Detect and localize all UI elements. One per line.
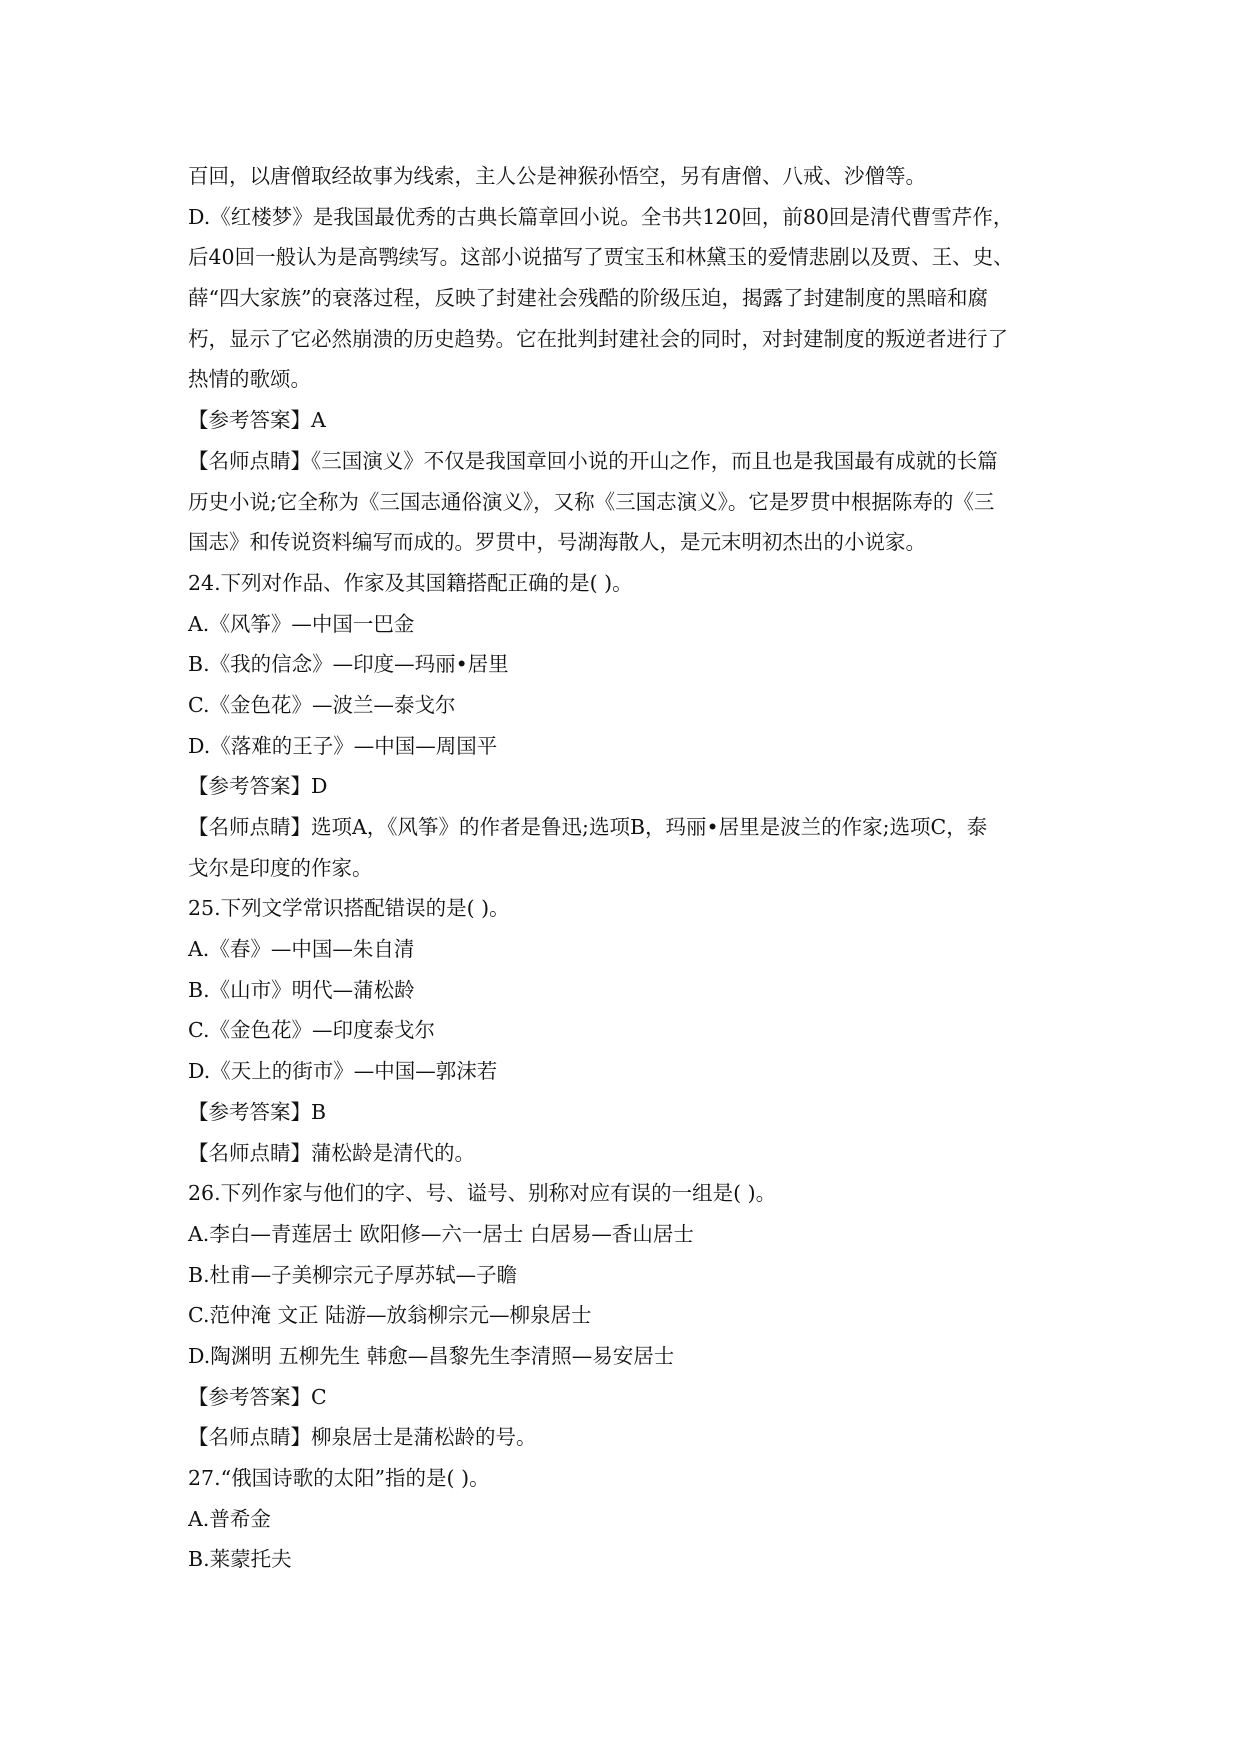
- text-line: D.《红楼梦》是我国最优秀的古典长篇章回小说。全书共120回，前80回是清代曹雪芹作，: [188, 204, 1014, 229]
- text-line: 薛“四大家族”的衰落过程，反映了封建社会残酷的阶级压迫，揭露了封建制度的黑暗和腐: [188, 286, 988, 311]
- question-27: 27.“俄国诗歌的太阳”指的是( )。: [188, 1466, 490, 1490]
- option-c: C.《金色花》—印度泰戈尔: [188, 1018, 435, 1043]
- text-line: 热情的歌颂。: [188, 367, 311, 392]
- option-b: B.杜甫—子美柳宗元子厚苏轼—子瞻: [188, 1262, 518, 1287]
- teacher-comment: 【名师点睛】选项A，《风筝》的作者是鲁迅;选项B，玛丽•居里是波兰的作家;选项C，泰: [188, 815, 988, 839]
- text-line: 国志》和传说资料编写而成的。罗贯中，号湖海散人，是元末明初杰出的小说家。: [188, 530, 926, 555]
- reference-answer: 【参考答案】A: [188, 408, 326, 433]
- option-b: B.《山市》明代—蒲松龄: [188, 977, 415, 1002]
- document-page: [188, 156, 1058, 1580]
- option-d: D.《天上的街市》—中国—郭沫若: [188, 1059, 498, 1084]
- text-line: 百回，以唐僧取经故事为线索，主人公是神猴孙悟空，另有唐僧、八戒、沙僧等。: [188, 164, 926, 188]
- option-b: B.莱蒙托夫: [188, 1547, 292, 1572]
- option-a: A.《春》—中国—朱自清: [188, 937, 415, 962]
- option-a: A.李白—青莲居士 欧阳修—六一居士 白居易—香山居士: [188, 1221, 694, 1246]
- reference-answer: 【参考答案】B: [188, 1099, 327, 1124]
- question-26: 26.下列作家与他们的字、号、谥号、别称对应有误的一组是( )。: [188, 1181, 777, 1206]
- text-line: 后40回一般认为是高鹗续写。这部小说描写了贾宝玉和林黛玉的爱情悲剧以及贾、王、史、: [188, 245, 1014, 270]
- option-d: D.陶渊明 五柳先生 韩愈—昌黎先生李清照—易安居士: [188, 1343, 675, 1368]
- option-a: A.《风筝》—中国一巴金: [188, 611, 415, 636]
- question-25: 25.下列文学常识搭配错误的是( )。: [188, 896, 510, 921]
- option-d: D.《落难的王子》—中国—周国平: [188, 733, 498, 758]
- option-c: C.范仲淹 文正 陆游—放翁柳宗元—柳泉居士: [188, 1303, 592, 1328]
- teacher-comment: 【名师点睛】《三国演义》不仅是我国章回小说的开山之作，而且也是我国最有成就的长篇: [188, 448, 998, 473]
- reference-answer: 【参考答案】D: [188, 774, 328, 799]
- text-line: 历史小说;它全称为《三国志通俗演义》，又称《三国志演义》。它是罗贯中根据陈寿的《三: [188, 489, 995, 514]
- option-b: B.《我的信念》—印度—玛丽•居里: [188, 652, 509, 677]
- question-24: 24.下列对作品、作家及其国籍搭配正确的是( )。: [188, 570, 633, 595]
- text-line: 戈尔是印度的作家。: [188, 855, 373, 880]
- teacher-comment: 【名师点睛】柳泉居士是蒲松龄的号。: [188, 1425, 537, 1450]
- option-a: A.普希金: [188, 1506, 271, 1531]
- teacher-comment: 【名师点睛】蒲松龄是清代的。: [188, 1140, 475, 1165]
- reference-answer: 【参考答案】C: [188, 1384, 327, 1409]
- text-line: 朽，显示了它必然崩溃的历史趋势。它在批判封建社会的同时，对封建制度的叛逆者进行了: [188, 326, 1008, 351]
- option-c: C.《金色花》—波兰—泰戈尔: [188, 692, 456, 717]
